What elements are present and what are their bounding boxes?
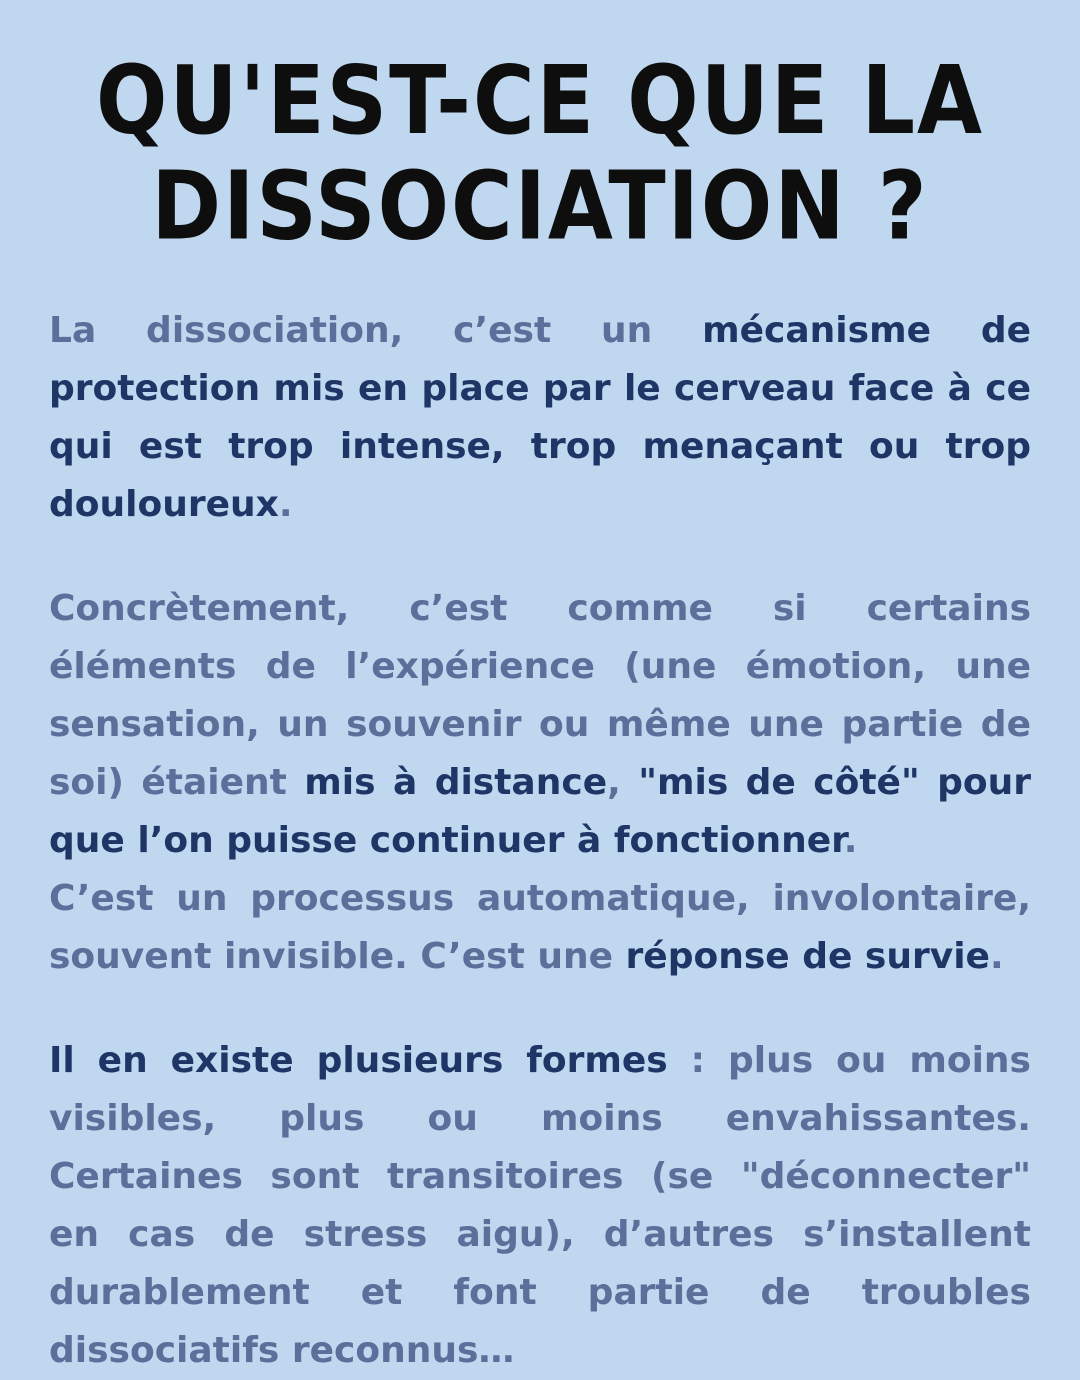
emphasis-span: mis à distance [304, 762, 608, 803]
title-line-1: QU'EST-CE QUE LA [95, 45, 985, 156]
text-span: : plus ou moins visibles, plus ou moins envahissantes. Certaines sont transitoires (se "déconnecter" en cas de stress aigu), d’autres s’installent durablement et font partie de troubles dissociatifs reconnus… [49, 1040, 1031, 1371]
page-title [49, 45, 1031, 303]
paragraph-formes [49, 1032, 1031, 1380]
text-span: , [607, 762, 639, 803]
text-span: La dissociation, c’est un [49, 310, 703, 351]
paragraph-concretement [49, 580, 1031, 986]
text-span: . [843, 820, 858, 861]
emphasis-span: mécanisme de protection mis en place par le cerveau face à ce qui est trop intense, trop menaçant ou trop douloureux [49, 310, 1032, 525]
paragraph-definition [49, 302, 1031, 534]
text-span: . [278, 484, 293, 525]
text-span: . [989, 936, 1004, 977]
text-span: Concrètement, c’est comme si certains éléments de l’expérience (une émotion, une sensation, un souvenir ou même une partie de soi) étaient [49, 588, 1031, 803]
emphasis-span: réponse de survie [625, 936, 990, 977]
title-line-2: DISSOCIATION ? [151, 151, 929, 261]
emphasis-span: Il en existe plusieurs formes [49, 1040, 668, 1081]
emphasis-span: "mis de côté" pour que l’on puisse continuer à fonctionner [49, 762, 1032, 861]
text-span: C’est un processus automatique, involontaire, souvent invisible. C’est une [49, 878, 1031, 977]
